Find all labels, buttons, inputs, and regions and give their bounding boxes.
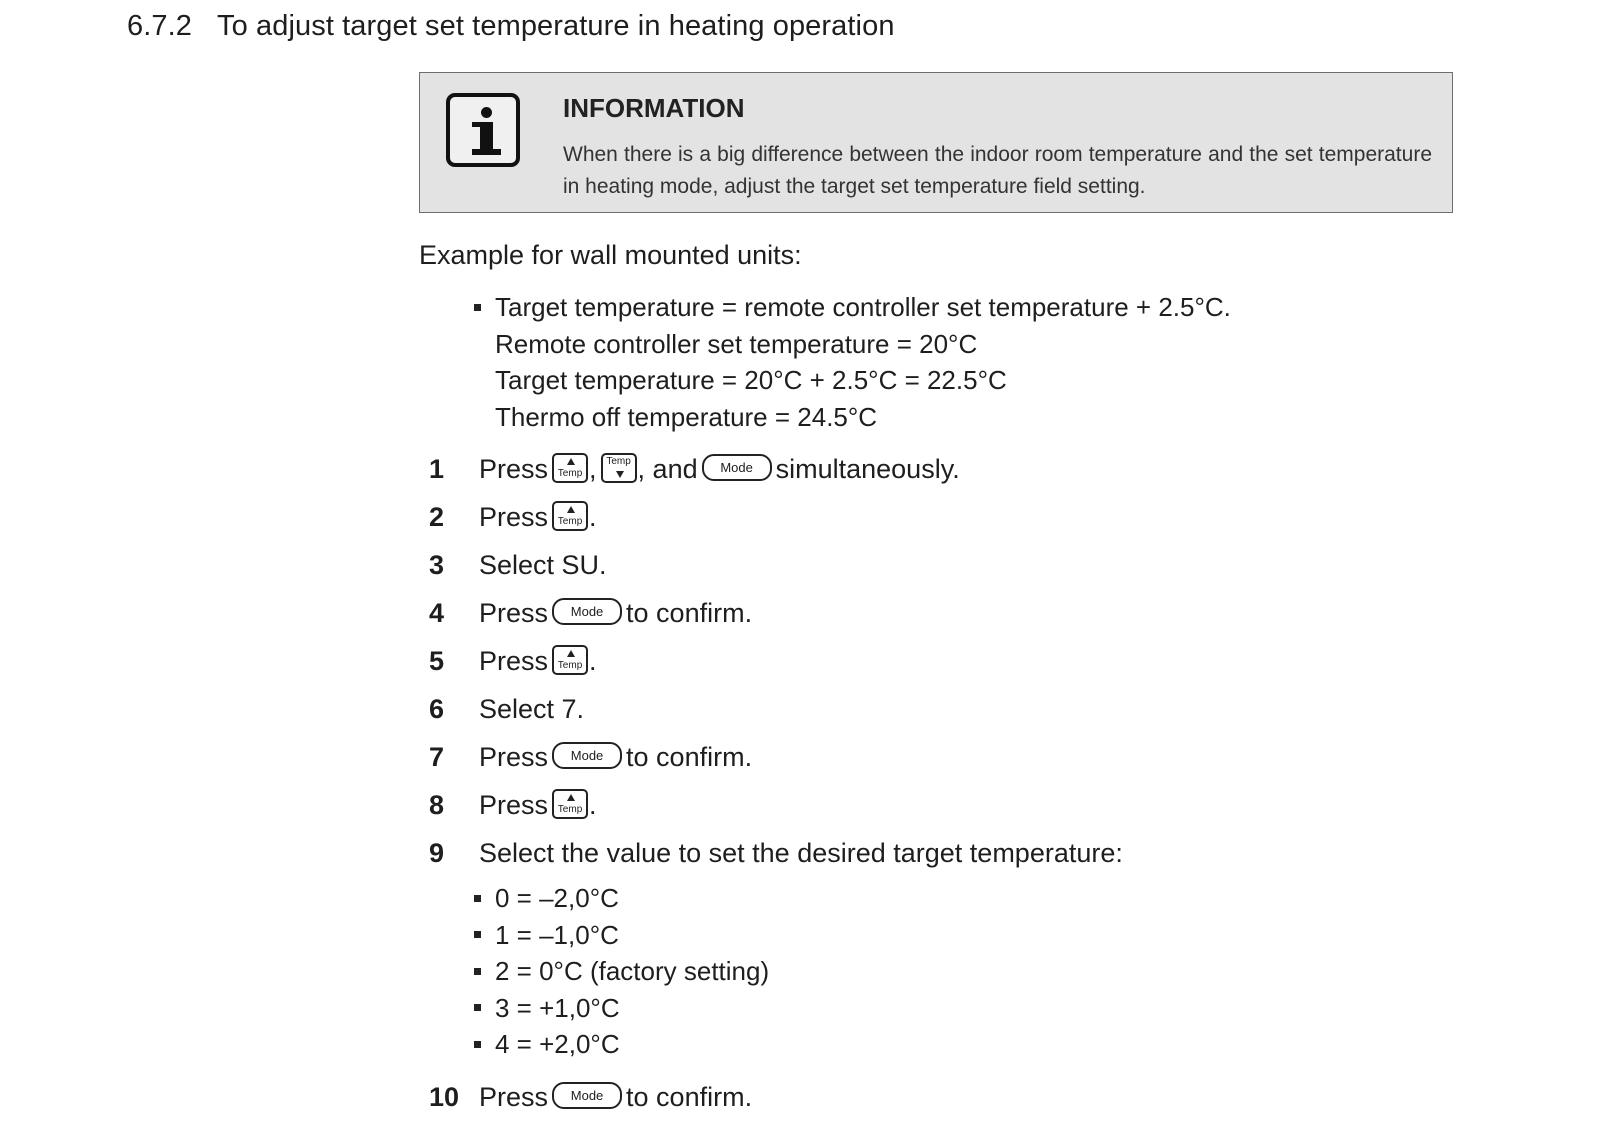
step-text: ,: [589, 454, 597, 484]
step-text: to confirm.: [626, 598, 753, 628]
info-icon: [446, 93, 520, 167]
step-text: Press: [479, 646, 549, 676]
bullet-icon: [474, 968, 481, 975]
step-number: 10: [429, 1082, 460, 1112]
mode-button-icon: Mode: [552, 742, 622, 769]
example-line: Thermo off temperature = 24.5°C: [495, 401, 878, 432]
step-number: 7: [429, 742, 445, 772]
bullet-icon: [474, 895, 481, 902]
step-text: .: [589, 502, 597, 532]
step-number: 8: [429, 790, 445, 820]
example-line: Target temperature = 20°C + 2.5°C = 22.5°C: [495, 365, 1007, 395]
information-box: [419, 72, 1453, 213]
step-text: Press: [479, 502, 549, 532]
temp-up-button-icon: Temp: [552, 453, 588, 483]
temp-down-button-icon: Temp: [601, 453, 637, 483]
step-number: 1: [429, 454, 445, 484]
step-text: .: [589, 790, 597, 820]
step-text: Press: [479, 598, 549, 628]
step-text: Press: [479, 790, 549, 820]
mode-button-icon: Mode: [702, 454, 772, 481]
step-text: Press: [479, 454, 549, 484]
example-intro: Example for wall mounted units:: [419, 240, 802, 270]
step-text: Press: [479, 1082, 549, 1112]
step-number: 2: [429, 502, 445, 532]
example-line: Target temperature = remote controller set temperature + 2.5°C.: [495, 292, 1231, 322]
step-text: Select the value to set the desired target temperature:: [479, 838, 1123, 868]
step-text: simultaneously.: [775, 454, 960, 484]
bullet-icon: [474, 931, 481, 938]
value-item: 1 = –1,0°C: [495, 919, 619, 950]
information-title: INFORMATION: [563, 93, 745, 123]
example-list: [495, 289, 1231, 435]
step-number: 6: [429, 694, 445, 724]
mode-button-icon: Mode: [552, 598, 622, 625]
section-heading: [127, 10, 895, 43]
bullet-icon: [474, 1041, 481, 1048]
value-item: 0 = –2,0°C: [495, 883, 619, 913]
value-item: 2 = 0°C (factory setting): [495, 956, 770, 986]
step-text: to confirm.: [626, 1082, 753, 1112]
step-number: 4: [429, 598, 445, 628]
step-text: Select SU.: [479, 550, 607, 580]
step-text: .: [589, 646, 597, 676]
step-text: Press: [479, 742, 549, 772]
value-list: [495, 880, 769, 1063]
temp-up-button-icon: Temp: [552, 789, 588, 819]
information-text: When there is a big difference between the indoor room temperature and the set temperature in heating mode, adjust the target set temperature field setting.: [563, 143, 1432, 198]
section-title: To adjust target set temperature in heating operation: [217, 10, 895, 42]
bullet-icon: [474, 1004, 481, 1011]
example-line: Remote controller set temperature = 20°C: [495, 328, 978, 359]
section-number: 6.7.2: [127, 10, 192, 42]
step-text: to confirm.: [626, 742, 753, 772]
step-number: 9: [429, 838, 445, 868]
bullet-icon: [474, 304, 481, 311]
value-item: 4 = +2,0°C: [495, 1029, 620, 1059]
step-number: 3: [429, 550, 445, 580]
step-text: , and: [637, 454, 698, 484]
value-item: 3 = +1,0°C: [495, 992, 620, 1023]
temp-up-button-icon: Temp: [552, 645, 588, 675]
mode-button-icon: Mode: [552, 1082, 622, 1109]
temp-up-button-icon: Temp: [552, 501, 588, 531]
step-number: 5: [429, 646, 445, 676]
step-text: Select 7.: [479, 694, 585, 724]
